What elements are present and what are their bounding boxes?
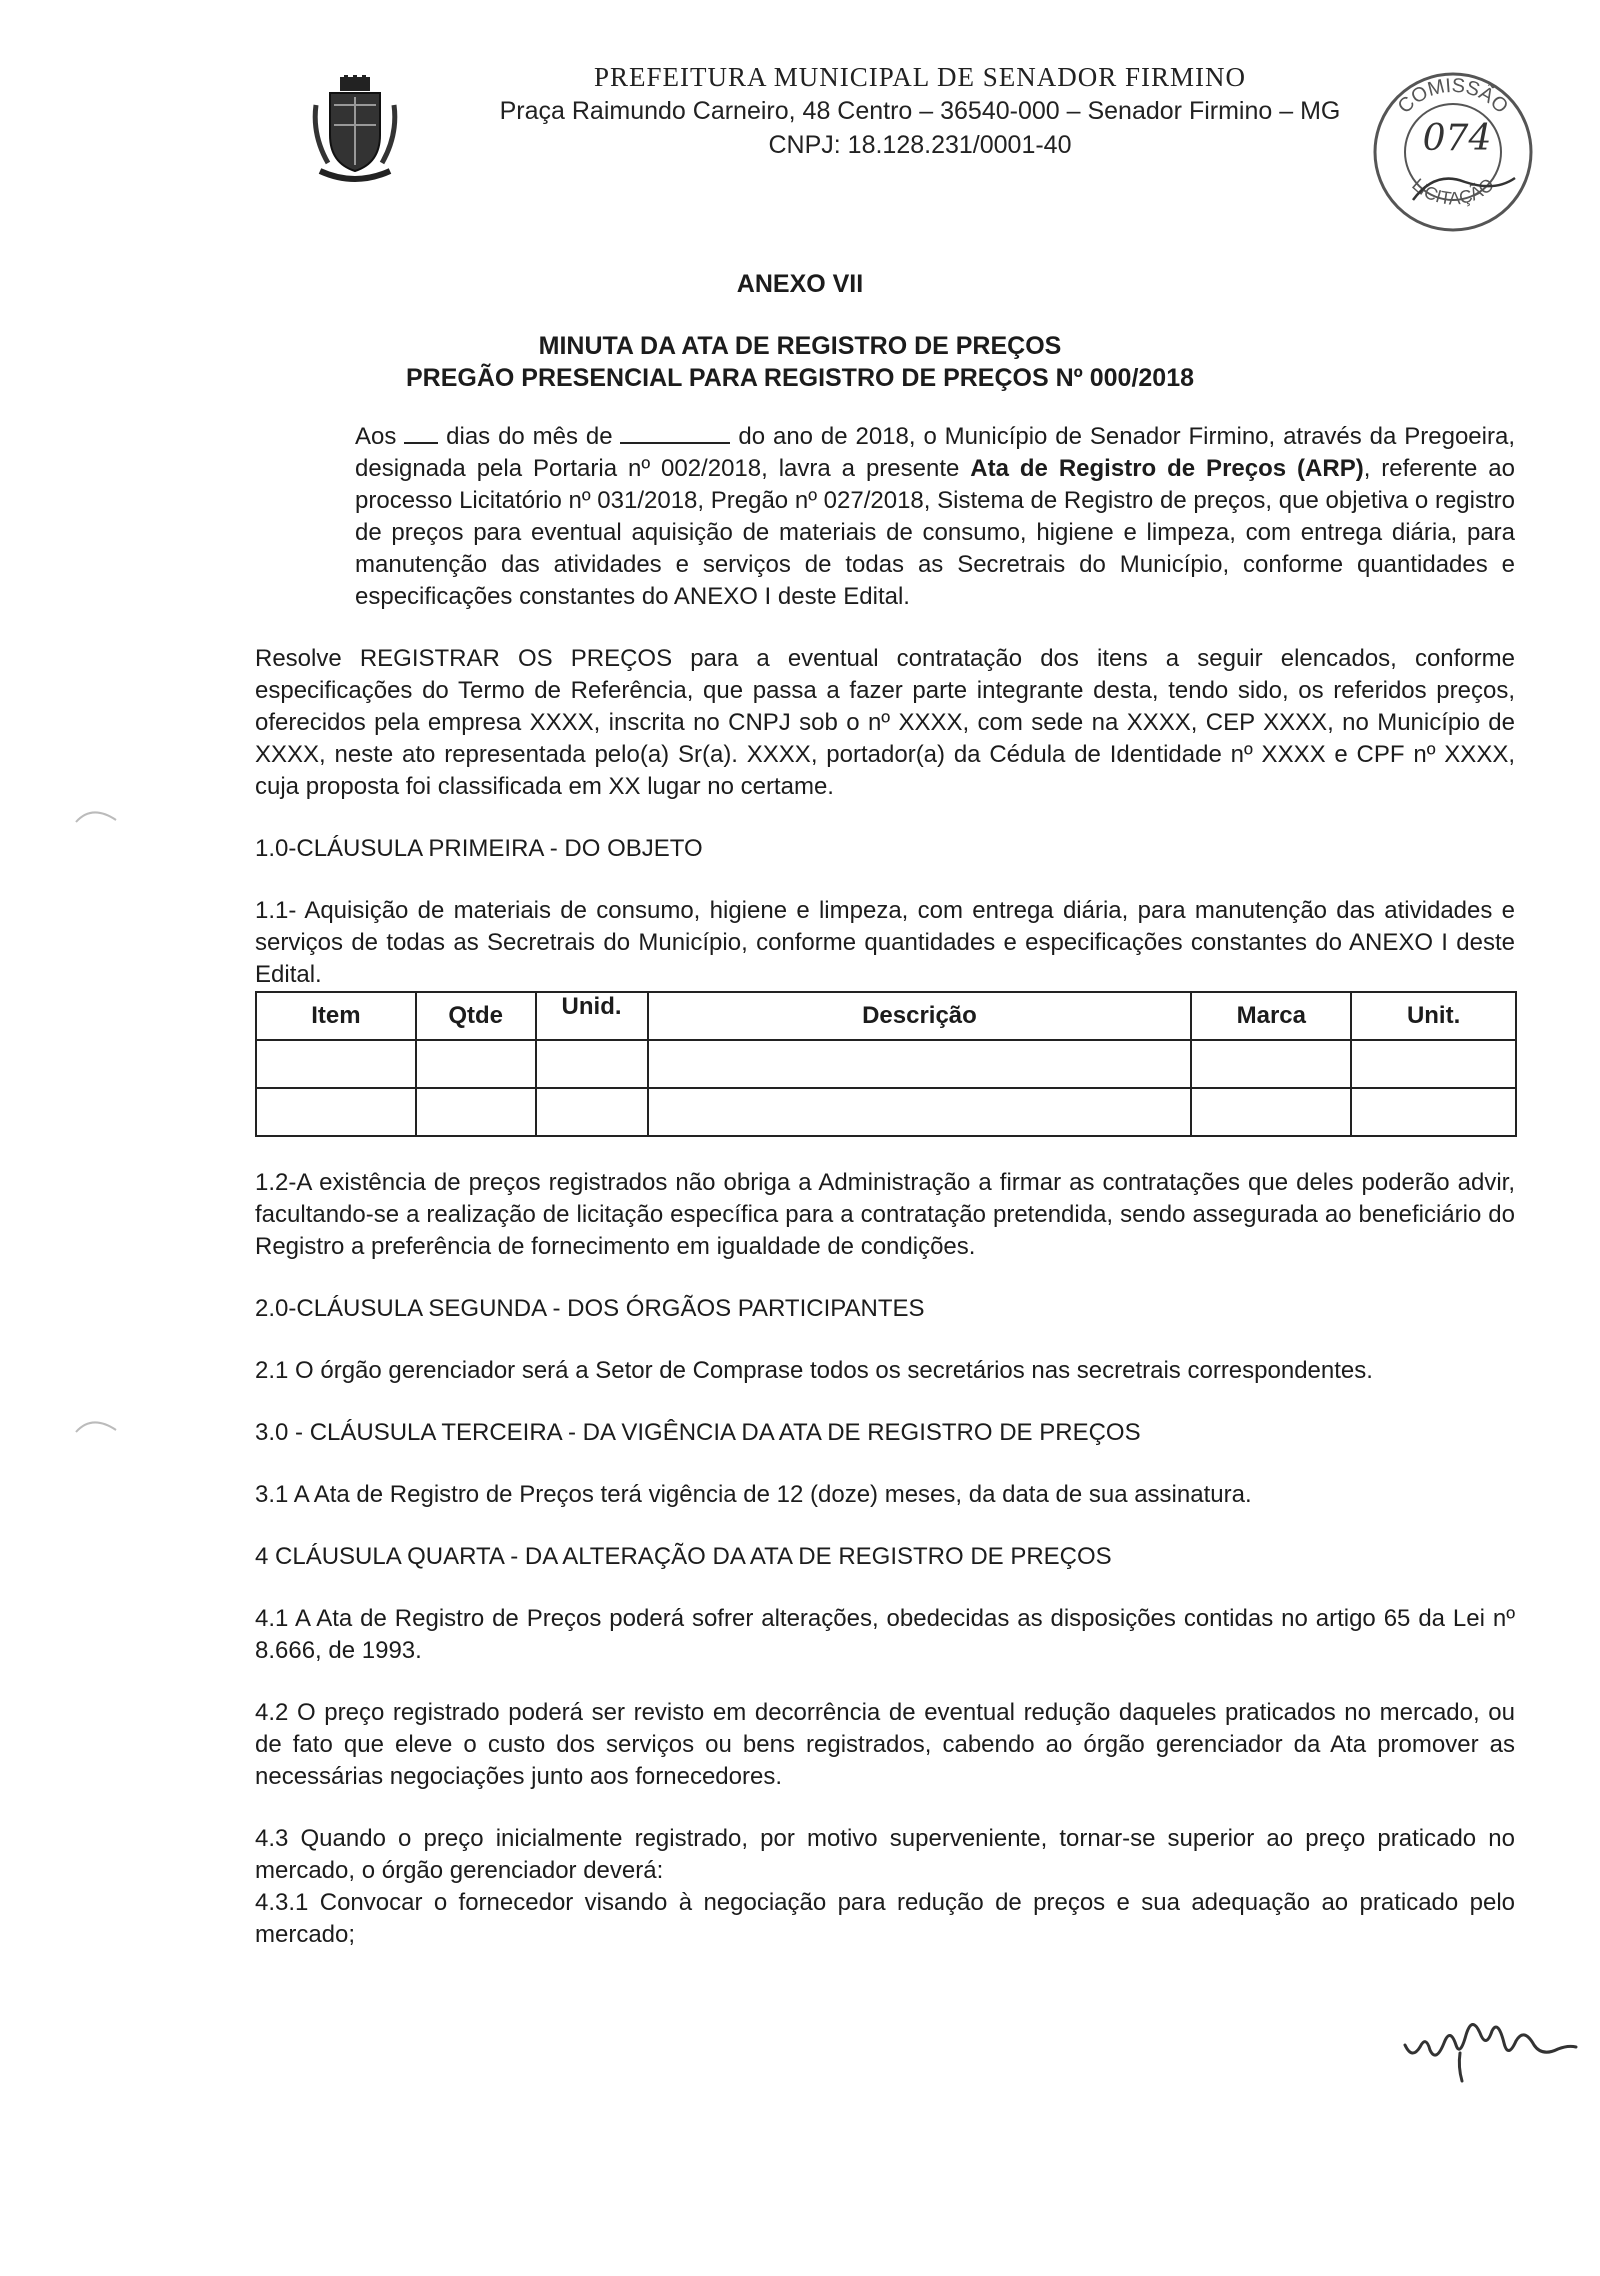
scan-mark-icon (72, 1410, 132, 1440)
month-blank (620, 420, 730, 444)
items-table-header-row (256, 992, 1516, 1040)
clause-4-1: 4.1 A Ata de Registro de Preços poderá sofrer alterações, obedecidas as disposições contidas no artigo 65 da Lei nº 8.666, de 1993. (255, 1605, 1515, 1664)
intro-arp-bold: Ata de Registro de Preços (ARP) (970, 455, 1364, 482)
document-title-line-2: PREGÃO PRESENCIAL PARA REGISTRO DE PREÇOS Nº 000/2018 (405, 364, 1195, 392)
table-cell (256, 1040, 416, 1088)
items-table (255, 991, 1517, 1137)
table-cell (1351, 1088, 1516, 1136)
col-header-marca: Marca (1191, 992, 1351, 1040)
table-row (256, 1088, 1516, 1136)
clause-2-1: 2.1 O órgão gerenciador será a Setor de Comprase todos os secretários nas secretrais correspondentes. (255, 1357, 1373, 1384)
col-header-unid: Unid. (536, 992, 648, 1040)
clause-4-3-1: 4.3.1 Convocar o fornecedor visando à negociação para redução de preços e sua adequação ao praticado pelo mercado; (255, 1889, 1515, 1948)
scan-mark-icon (72, 800, 132, 830)
col-header-unit: Unit. (1351, 992, 1516, 1040)
intro-paragraph (255, 420, 1515, 613)
annex-title: ANEXO VII (736, 270, 864, 298)
resolve-paragraph: Resolve REGISTRAR OS PREÇOS para a eventual contratação dos itens a seguir elencados, conforme especificações do Termo de Referência, que passa a fazer parte integrante desta, tendo sido, os referidos preços, oferecidos pela empresa XXXX, inscrita no CNPJ sob o nº XXXX, com sede na XXXX, CEP XXXX, no Município de XXXX, neste ato representada pelo(a) Sr(a). XXXX, portador(a) da Cédula de Identidade nº XXXX e CPF nº XXXX, cuja proposta foi classificada em XX lugar no certame. (255, 645, 1515, 800)
table-cell (1191, 1040, 1351, 1088)
document-title (0, 330, 1600, 394)
clause-4-heading: 4 CLÁUSULA QUARTA - DA ALTERAÇÃO DA ATA DE REGISTRO DE PREÇOS (255, 1543, 1112, 1570)
table-cell (536, 1040, 648, 1088)
col-header-descricao: Descrição (648, 992, 1192, 1040)
clause-3-1: 3.1 A Ata de Registro de Preços terá vigência de 12 (doze) meses, da data de sua assinatura. (255, 1481, 1252, 1508)
handwritten-initials-icon (1400, 2005, 1580, 2085)
table-cell (416, 1040, 536, 1088)
table-cell (648, 1088, 1192, 1136)
col-header-qtde: Qtde (416, 992, 536, 1040)
intro-text-b: dias do mês de (438, 423, 621, 450)
clause-2-heading: 2.0-CLÁUSULA SEGUNDA - DOS ÓRGÃOS PARTICIPANTES (255, 1295, 925, 1322)
clause-1-1: 1.1- Aquisição de materiais de consumo, higiene e limpeza, com entrega diária, para manutenção das atividades e serviços de todas as Secretrais do Município, conforme quantidades e especificações constantes do ANEXO I deste Edital. (255, 897, 1515, 988)
day-blank (404, 420, 438, 444)
municipality-address: Praça Raimundo Carneiro, 48 Centro – 36540-000 – Senador Firmino – MG (499, 97, 1341, 125)
table-row (256, 1040, 1516, 1088)
clause-4-3: 4.3 Quando o preço inicialmente registrado, por motivo superveniente, tornar-se superior ao preço praticado no mercado, o órgão gerenciador deverá: (255, 1825, 1515, 1884)
municipal-coat-of-arms-icon (310, 75, 400, 185)
document-body (255, 420, 1515, 1981)
table-cell (536, 1088, 648, 1136)
intro-text-d: , referente ao processo Licitatório nº 031/2018, Pregão nº 027/2018, Sistema de Registro de preços, que objetiva o registro de preços para eventual aquisição de materiais de consumo, higiene e limpeza, com entrega diária, para manutenção das atividades e serviços de todas as Secretrais do Município, conforme quantidades e especificações constantes do ANEXO I deste Edital. (355, 455, 1515, 610)
table-cell (1351, 1040, 1516, 1088)
clause-3-heading: 3.0 - CLÁUSULA TERCEIRA - DA VIGÊNCIA DA ATA DE REGISTRO DE PREÇOS (255, 1419, 1141, 1446)
svg-text:074: 074 (1422, 118, 1492, 159)
letterhead-text (470, 60, 1370, 162)
svg-text:COMISSÃO: COMISSÃO (1393, 74, 1513, 118)
table-cell (416, 1088, 536, 1136)
intro-text-a: Aos (355, 423, 405, 450)
municipality-name: PREFEITURA MUNICIPAL DE SENADOR FIRMINO (593, 62, 1247, 92)
commission-stamp-icon (1365, 60, 1540, 235)
clause-1-2: 1.2-A existência de preços registrados não obriga a Administração a firmar as contratações que deles poderão advir, facultando-se a realização de licitação específica para a contratação pretendida, sendo assegurada ao beneficiário do Registro a preferência de fornecimento em igualdade de condições. (255, 1169, 1515, 1260)
table-cell (648, 1040, 1192, 1088)
clause-4-2: 4.2 O preço registrado poderá ser revisto em decorrência de eventual redução daqueles praticados no mercado, ou de fato que eleve o custo dos serviços ou bens registrados, cabendo ao órgão gerenciador da Ata promover as necessárias negociações junto aos fornecedores. (255, 1699, 1515, 1790)
svg-text:LICITAÇÃO: LICITAÇÃO (1408, 174, 1498, 209)
col-header-item: Item (256, 992, 416, 1040)
table-cell (1191, 1088, 1351, 1136)
municipality-cnpj: CNPJ: 18.128.231/0001-40 (768, 131, 1072, 159)
document-title-line-1: MINUTA DA ATA DE REGISTRO DE PREÇOS (538, 332, 1062, 360)
table-cell (256, 1088, 416, 1136)
clause-1-heading: 1.0-CLÁUSULA PRIMEIRA - DO OBJETO (255, 835, 703, 862)
intro-text-c: do ano de 2018, o Município de Senador Firmino, através da Pregoeira, designada pela Portaria nº 002/2018, lavra a presente (355, 423, 1515, 482)
